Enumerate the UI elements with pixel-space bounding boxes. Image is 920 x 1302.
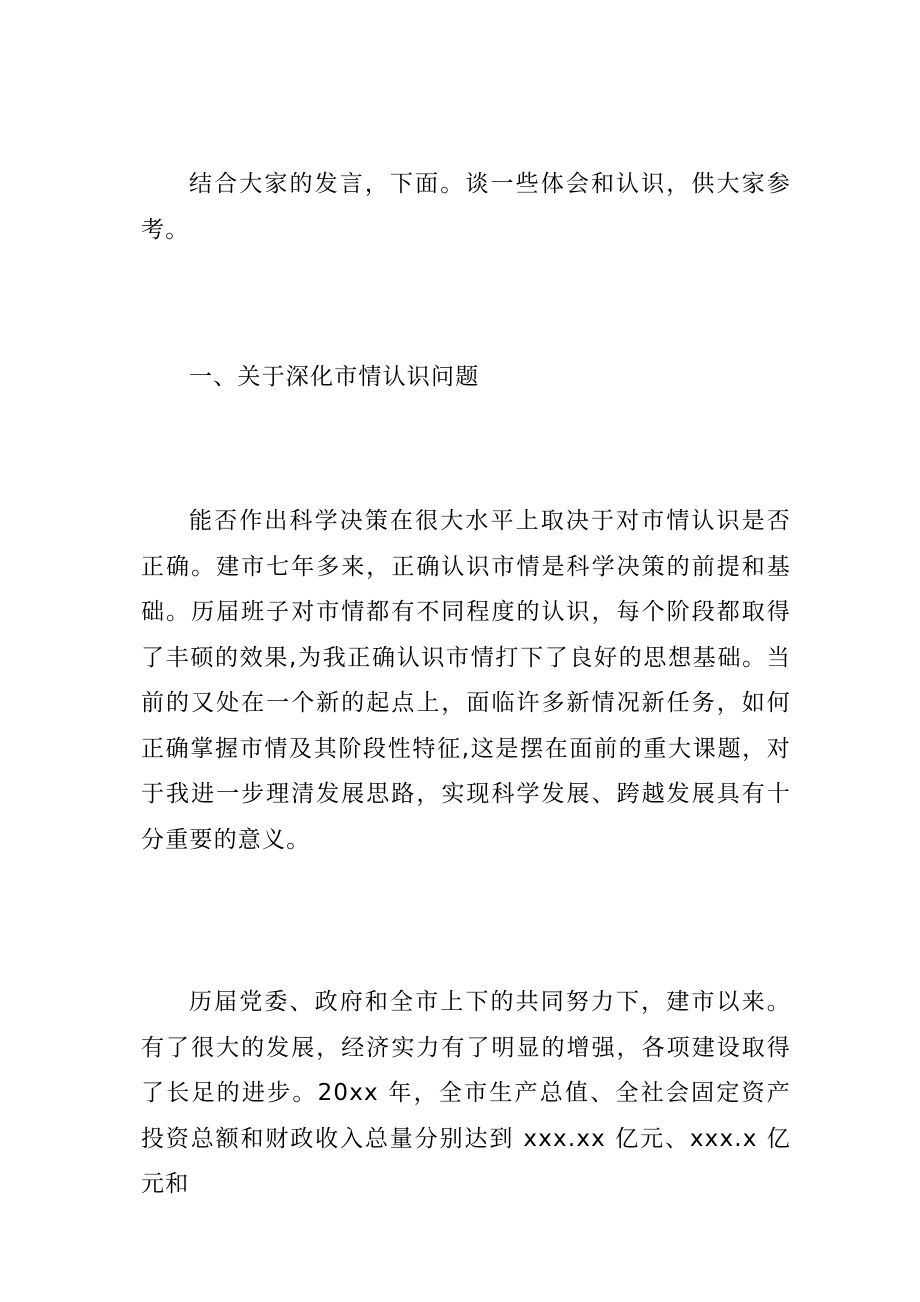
intro-paragraph: 结合大家的发言，下面。谈一些体会和认识，供大家参考。 [141, 171, 791, 243]
section-heading: 一、关于深化市情认识问题 [189, 364, 480, 390]
body-paragraph-development-achievements: 历届党委、政府和全市上下的共同努力下，建市以来。有了很大的发展，经济实力有了明显的增强，各项建设取得了长足的进步。20xx 年，全市生产总值、全社会固定资产投资总额和财政收入总量分别达到 xxx.xx 亿元、xxx.x 亿元和 [141, 989, 791, 1197]
body-paragraph-market-understanding: 能否作出科学决策在很大水平上取决于对市情认识是否正确。建市七年多来，正确认识市情是科学决策的前提和基础。历届班子对市情都有不同程度的认识，每个阶段都取得了丰硕的效果,为我正确认识市情打下了良好的思想基础。当前的又处在一个新的起点上，面临许多新情况新任务，如何正确掌握市情及其阶段性特征,这是摆在面前的重大课题，对于我进一步理清发展思路，实现科学发展、跨越发展具有十分重要的意义。 [141, 508, 791, 853]
